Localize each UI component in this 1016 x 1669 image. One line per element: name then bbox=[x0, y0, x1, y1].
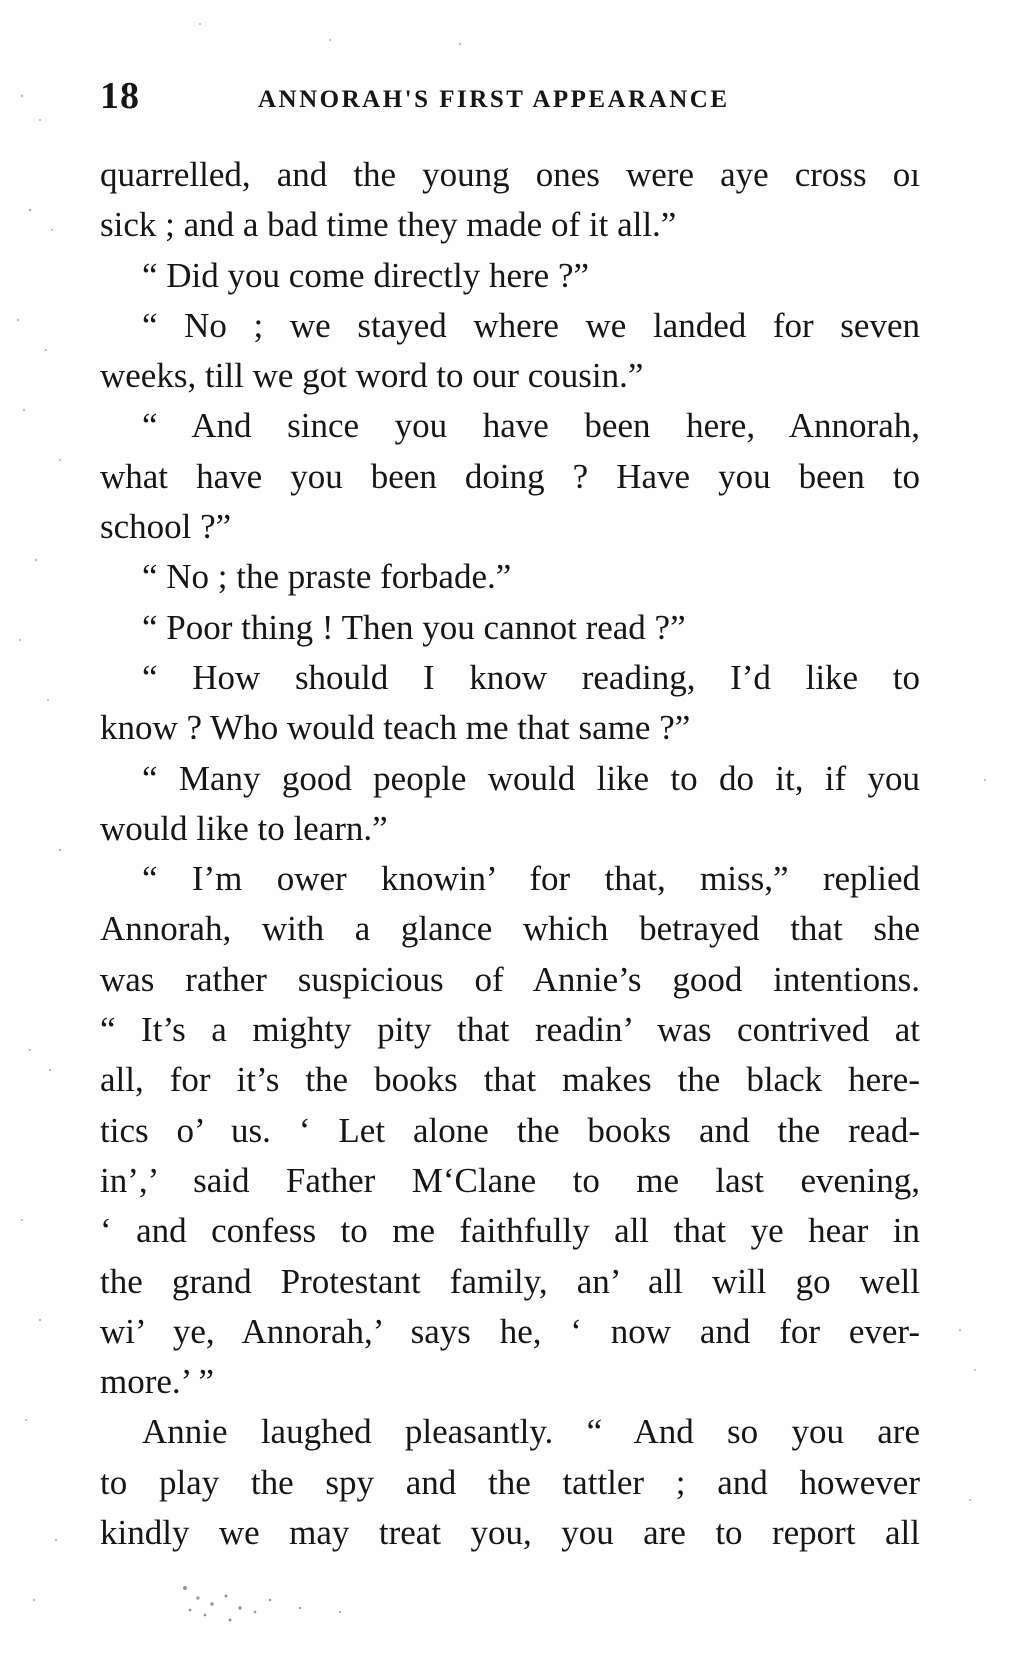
text-line: Annie laughed pleasantly. “ And so you are bbox=[142, 1412, 920, 1452]
text-line: “ And since you have been here, Annorah, bbox=[142, 406, 920, 446]
text-line: “ I’m ower knowin’ for that, miss,” replied bbox=[142, 859, 920, 899]
text-line: know ? Who would teach me that same ?” bbox=[100, 708, 691, 748]
text-line: tics o’ us. ‘ Let alone the books and the read- bbox=[100, 1110, 920, 1150]
text-line: “ How should I know reading, I’d like to bbox=[142, 657, 920, 697]
text-line: the grand Protestant family, an’ all will go well bbox=[100, 1261, 920, 1301]
text-line: weeks, till we got word to our cousin.” bbox=[100, 356, 644, 396]
text-line: “ Did you come directly here ?” bbox=[142, 255, 590, 295]
text-line: what have you been doing ? Have you been to bbox=[100, 456, 920, 496]
body-text bbox=[100, 150, 920, 1558]
text-line: wi’ ye, Annorah,’ says he, ‘ now and for ever- bbox=[100, 1311, 920, 1351]
text-line: “ It’s a mighty pity that readin’ was contrived at bbox=[100, 1010, 920, 1050]
text-line: quarrelled, and the young ones were aye cross oı bbox=[100, 155, 920, 194]
page-header bbox=[100, 74, 920, 124]
text-line: would like to learn.” bbox=[100, 808, 388, 848]
text-line: “ Many good people would like to do it, if you bbox=[142, 758, 920, 798]
page-number: 18 bbox=[100, 75, 140, 117]
text-line: sick ; and a bad time they made of it all.” bbox=[100, 205, 677, 245]
running-title: ANNORAH'S FIRST APPEARANCE bbox=[258, 86, 730, 113]
text-line: “ Poor thing ! Then you cannot read ?” bbox=[142, 607, 686, 647]
text-line: more.’ ” bbox=[100, 1362, 215, 1402]
text-line: in’,’ said Father M‘Clane to me last evening, bbox=[100, 1160, 920, 1200]
text-line: “ No ; we stayed where we landed for seven bbox=[142, 305, 920, 345]
text-line: ‘ and confess to me faithfully all that ye hear in bbox=[100, 1211, 920, 1251]
text-line: school ?” bbox=[100, 507, 232, 547]
text-line: to play the spy and the tattler ; and however bbox=[100, 1462, 920, 1502]
text-line: all, for it’s the books that makes the black here- bbox=[100, 1060, 920, 1100]
text-line: “ No ; the praste forbade.” bbox=[142, 557, 512, 597]
text-line: kindly we may treat you, you are to report all bbox=[100, 1513, 920, 1553]
text-line: Annorah, with a glance which betrayed that she bbox=[100, 909, 920, 949]
text-line: was rather suspicious of Annie’s good intentions. bbox=[100, 959, 920, 999]
